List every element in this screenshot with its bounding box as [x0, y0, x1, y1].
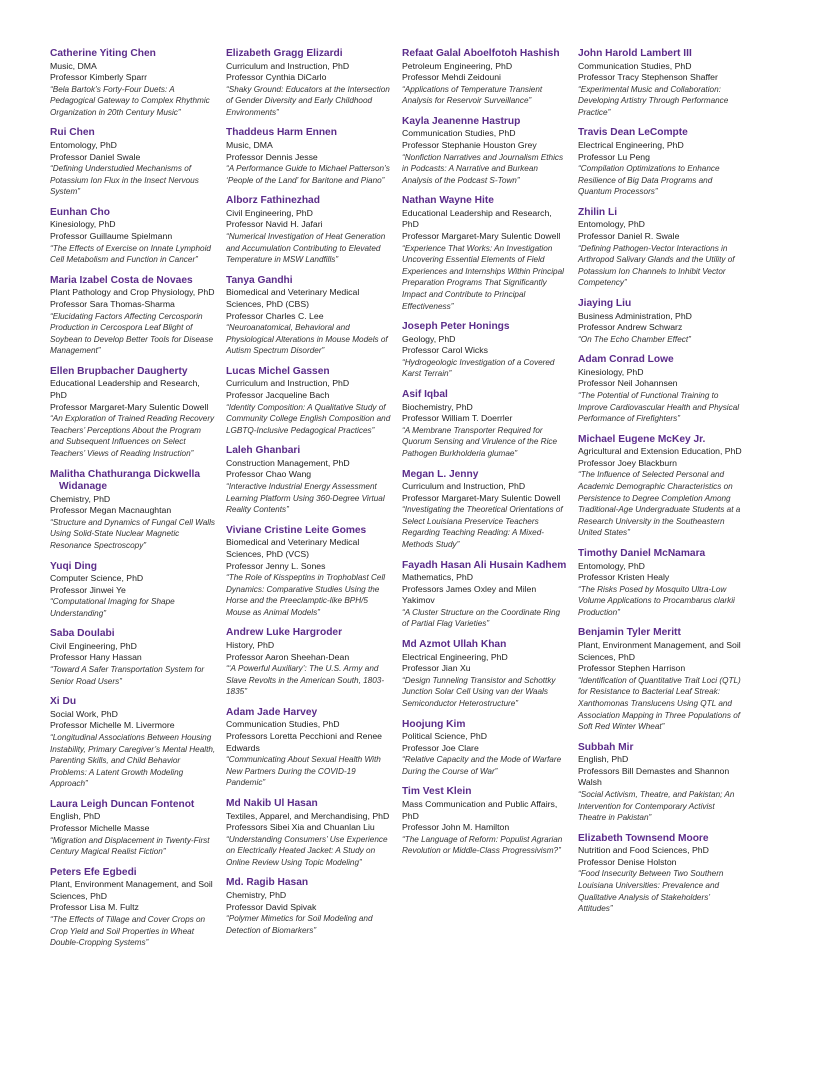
graduate-name: Timothy Daniel McNamara [578, 548, 706, 559]
dissertation-title: “Longitudinal Associations Between Housing Instability, Primary Caregiver’s Mental Health, Parenting Skills, and Child Behavior Problems: A Latent Growth Modeling Approach” [50, 732, 216, 789]
graduate-name: Peters Efe Egbedi [50, 866, 137, 878]
graduate-name: Laura Leigh Duncan Fontenot [50, 798, 195, 810]
graduate-name: Ellen Brupbacher Daugherty [50, 365, 188, 377]
advisor: Professor William T. Doerrler [402, 413, 513, 424]
advisor: Professor Michelle M. Livermore [50, 720, 175, 731]
graduate-entry [226, 366, 392, 436]
graduate-entry [50, 628, 216, 687]
advisor: Professor Lisa M. Fultz [50, 902, 139, 913]
graduate-entry [226, 445, 392, 515]
degree-program: Agricultural and Extension Education, PhD [578, 446, 742, 457]
degree-program: Geology, PhD [402, 333, 456, 344]
graduate-entry [226, 195, 392, 265]
dissertation-title: “Experimental Music and Collaboration: Developing Artistry Through Performance Practice” [578, 84, 729, 117]
graduate-name: Md Nakib Ul Hasan [226, 798, 318, 809]
advisor: Professors James Oxley and Milen Yakimov [402, 583, 537, 606]
graduate-entry [578, 207, 744, 289]
advisor: Professor Margaret-Mary Sulentic Dowell [402, 231, 561, 242]
degree-program: Communication Studies, PhD [402, 128, 516, 139]
graduate-entry [402, 639, 568, 709]
graduate-name: Andrew Luke Hargroder [226, 627, 343, 639]
advisor: Professor Margaret-Mary Sulentic Dowell [402, 492, 561, 503]
graduate-entry [402, 469, 568, 551]
graduate-name: Refaat Galal Aboelfotoh Hashish [402, 48, 560, 59]
advisor: Professor Joe Clare [402, 742, 479, 753]
degree-program: Mass Communication and Public Affairs, PhD [402, 798, 558, 821]
graduate-name: Subbah Mir [578, 741, 634, 753]
dissertation-title: “Applications of Temperature Transient Analysis for Reservoir Surveillance” [402, 84, 543, 106]
advisor: Professor Jinwei Ye [50, 584, 126, 595]
graduate-name: Elizabeth Townsend Moore [578, 832, 709, 844]
advisor: Professor Margaret-Mary Sulentic Dowell [50, 401, 209, 412]
graduate-entry [50, 207, 216, 266]
advisor: Professor Stephen Harrison [578, 663, 686, 674]
graduate-entry [226, 127, 392, 186]
advisor: Professor Mehdi Zeidouni [402, 72, 501, 83]
degree-program: English, PhD [50, 811, 101, 822]
advisor: Professor Daniel R. Swale [578, 231, 680, 242]
degree-program: Educational Leadership and Research, PhD [402, 207, 552, 230]
graduate-entry [578, 298, 744, 345]
graduate-name: Md. Ragib Hasan [226, 877, 309, 889]
degree-program: Electrical Engineering, PhD [578, 139, 684, 150]
column-2 [226, 48, 392, 945]
graduate-name: Yuqi Ding [50, 560, 97, 572]
dissertation-title: “A Cluster Structure on the Coordinate Ring of Partial Flag Varieties” [402, 607, 561, 629]
dissertation-title: “The Effects of Exercise on Innate Lymphoid Cell Metabolism and Function in Cancer” [50, 243, 211, 265]
advisor: Professor Aaron Sheehan-Dean [226, 651, 350, 662]
advisor: Professors Bill Demastes and Shannon Walsh [578, 765, 730, 788]
advisor: Professor Carol Wicks [402, 345, 488, 356]
advisor: Professor Navid H. Jafari [226, 219, 323, 230]
advisor: Professor Stephanie Houston Grey [402, 139, 537, 150]
graduate-entry [226, 877, 392, 936]
advisor: Professor David Spivak [226, 901, 317, 912]
advisor: Professor Kristen Healy [578, 572, 670, 583]
graduate-name: Alborz Fathinezhad [226, 195, 320, 207]
graduate-name: Malitha Chathuranga Dickwella Widanage [50, 468, 201, 493]
graduate-entry [50, 867, 216, 949]
degree-program: Biomedical and Veterinary Medical Sciences, PhD (VCS) [226, 537, 360, 559]
degree-program: Political Science, PhD [402, 731, 487, 742]
degree-program: Music, DMA [226, 139, 273, 150]
degree-program: Nutrition and Food Sciences, PhD [578, 845, 709, 856]
advisor: Professor Charles C. Lee [226, 310, 324, 321]
dissertation-title: “Shaky Ground: Educators at the Intersection of Gender Diversity and Early Childhood Environments” [226, 84, 390, 117]
advisor: Professors Sibei Xia and Chuanlan Liu [226, 822, 375, 833]
graduate-name: Fayadh Hasan Ali Husain Kadhem [402, 559, 567, 571]
graduate-entry [578, 742, 744, 824]
graduate-entry [50, 275, 216, 357]
degree-program: Social Work, PhD [50, 708, 118, 719]
graduate-name: Laleh Ghanbari [226, 445, 301, 457]
degree-program: Curriculum and Instruction, PhD [226, 378, 350, 389]
dissertation-title: “Relative Capacity and the Mode of Warfare During the Course of War” [402, 755, 562, 776]
advisor: Professor Hany Hassan [50, 652, 142, 663]
advisor: Professor Chao Wang [226, 469, 312, 480]
advisor: Professor Lu Peng [578, 151, 650, 162]
column-1 [50, 48, 216, 958]
dissertation-title: “Neuroanatomical, Behavioral and Physiological Alterations in Mouse Models of Autism Spectrum Disorder” [226, 323, 388, 356]
dissertation-title: “Toward A Safer Transportation System for Senior Road Users” [50, 665, 205, 686]
advisor: Professor John M. Hamilton [402, 822, 510, 833]
graduate-name: Joseph Peter Honings [402, 321, 510, 333]
graduate-name: Eunhan Cho [50, 206, 110, 218]
graduate-entry [226, 798, 392, 868]
advisor: Professor Sara Thomas-Sharma [50, 298, 175, 309]
degree-program: Plant, Environment Management, and Soil Sciences, PhD [578, 639, 741, 662]
advisor: Professor Megan Macnaughtan [50, 505, 172, 516]
graduate-entry [50, 366, 216, 460]
dissertation-title: “Defining Understudied Mechanisms of Potassium Ion Flux in the Insect Nervous System” [50, 164, 199, 197]
graduate-entry [578, 127, 744, 197]
dissertation-title: “An Exploration of Trained Reading Recovery Teachers’ Perceptions About the Program and Subsequent Influences on Select Teachers’ Views of Reading Instruction” [50, 414, 215, 458]
graduate-entry [578, 833, 744, 915]
graduate-entry [578, 48, 744, 118]
graduate-name: Asif Iqbal [402, 389, 448, 401]
graduate-name: Benjamin Tyler Meritt [578, 627, 681, 639]
degree-program: Electrical Engineering, PhD [402, 651, 508, 662]
dissertation-title: “The Language of Reform: Populist Agrarian Revolution or Middle-Class Progressivism?” [402, 834, 563, 856]
graduate-name: Adam Conrad Lowe [578, 354, 674, 366]
dissertation-title: “Elucidating Factors Affecting Cercosporin Production in Cercospora Leaf Blight of Soybean to Develop Better Tools for Disease Management” [50, 311, 214, 356]
degree-program: Chemistry, PhD [226, 889, 287, 900]
dissertation-title: “Understanding Consumers’ Use Experience on Electrically Heated Jacket: A Study on Online Review Using Topic Modeling” [226, 834, 388, 867]
graduate-entry [402, 786, 568, 856]
dissertation-title: “The Potential of Functional Training to Improve Cardiovascular Health and Physical Performance of Firefighters” [578, 390, 740, 424]
dissertation-title: “Interactive Industrial Energy Assessment Learning Platform Using 360-Degree Virtual Reality Contents” [226, 482, 385, 515]
graduate-name: Michael Eugene McKey Jr. [578, 433, 706, 445]
graduate-entry [402, 116, 568, 186]
degree-program: Music, DMA [50, 60, 97, 71]
degree-program: Mathematics, PhD [402, 572, 473, 583]
graduate-name: Elizabeth Gragg Elizardi [226, 48, 343, 59]
graduate-name: Rui Chen [50, 127, 95, 139]
degree-program: Kinesiology, PhD [578, 366, 644, 377]
graduate-entry [578, 548, 744, 618]
dissertation-title: “Bela Bartok’s Forty-Four Duets: A Pedagogical Gateway to Complex Rhythmic Organization in 20th Century Music” [50, 84, 210, 117]
graduate-name: Saba Doulabi [50, 628, 115, 640]
degree-program: Curriculum and Instruction, PhD [402, 481, 526, 492]
graduate-entry [402, 321, 568, 380]
degree-program: Biochemistry, PhD [402, 401, 473, 412]
degree-program: Computer Science, PhD [50, 573, 144, 583]
dissertation-title: “Numerical Investigation of Heat Generation and Accumulation Contributing to Elevated Temperature in MSW Landfills” [226, 232, 386, 265]
graduate-name: Lucas Michel Gassen [226, 365, 330, 377]
degree-program: Business Administration, PhD [578, 310, 692, 321]
advisor: Professor Daniel Swale [50, 151, 141, 162]
advisor: Professor Michelle Masse [50, 823, 150, 833]
advisor: Professor Joey Blackburn [578, 457, 677, 468]
advisor: Professor Neil Johannsen [578, 378, 678, 389]
graduate-name: Catherine Yiting Chen [50, 48, 156, 59]
graduate-entry [578, 354, 744, 424]
dissertation-title: “Defining Pathogen-Vector Interactions in Arthropod Salivary Glands and the Utility of Potassium Ion Channels to Inhibit Vector Competency” [578, 243, 735, 288]
advisor: Professor Andrew Schwarz [578, 322, 683, 333]
graduate-entry [50, 696, 216, 790]
graduate-name: Kayla Jeanenne Hastrup [402, 115, 521, 127]
dissertation-title: “Identification of Quantitative Trait Loci (QTL) for Resistance to Bacterial Leaf Streak: Xanthomonas Translucens Using QTL and Association Mapping in Three Populations of Soft Red Winter Wheat” [578, 675, 741, 732]
advisor: Professors Loretta Pecchioni and Renee Edwards [226, 731, 382, 753]
dissertation-title: “A Performance Guide to Michael Patterson’s ‘People of the Land’ for Baritone and Piano” [226, 164, 390, 185]
degree-program: Curriculum and Instruction, PhD [226, 60, 350, 71]
graduate-entry [226, 627, 392, 697]
graduate-entry [50, 561, 216, 620]
degree-program: Communication Studies, PhD [578, 60, 692, 71]
graduate-name: Xi Du [50, 696, 77, 708]
dissertation-title: “Identity Composition: A Qualitative Study of Community College English Composition and LGBTQ-Inclusive Pedagogical Practices” [226, 402, 391, 435]
graduate-entry [226, 525, 392, 619]
dissertation-title: “Computational Imaging for Shape Understanding” [50, 597, 175, 618]
graduate-entry [50, 469, 216, 552]
graduate-entry [226, 275, 392, 357]
degree-program: Civil Engineering, PhD [50, 640, 137, 651]
column-4 [578, 48, 744, 924]
column-3 [402, 48, 568, 866]
graduate-name: Md Azmot Ullah Khan [402, 639, 507, 651]
dissertation-title: “The Risks Posed by Mosquito Ultra-Low Volume Applications to Procambarus clarkii Production” [578, 584, 735, 617]
graduate-name: Jiaying Liu [578, 298, 632, 309]
graduate-name: Tanya Gandhi [226, 274, 293, 286]
degree-program: Biomedical and Veterinary Medical Sciences, PhD (CBS) [226, 287, 360, 309]
degree-program: Plant, Environment Management, and Soil Sciences, PhD [50, 879, 213, 901]
graduate-entry [402, 719, 568, 778]
graduate-name: Viviane Cristine Leite Gomes [226, 524, 367, 536]
degree-program: Entomology, PhD [50, 139, 117, 150]
degree-program: Chemistry, PhD [50, 493, 111, 504]
graduate-entry [402, 560, 568, 630]
dissertation-title: “Social Activism, Theatre, and Pakistan; An Intervention for Contemporary Activist Theatre in Pakistan” [578, 790, 735, 823]
graduate-name: Thaddeus Harm Ennen [226, 127, 337, 139]
dissertation-title: “Nonfiction Narratives and Journalism Ethics in Podcasts: A Narrative and Burkean Analysis of the Podcast S-Town” [402, 152, 564, 185]
degree-program: Entomology, PhD [578, 219, 645, 230]
dissertation-title: “Experience That Works: An Investigation Uncovering Essential Elements of Field Experiences and Internships Within Principal Preparation Programs That Significantly Impact and Contribute to Principal Effectiveness” [402, 243, 564, 311]
dissertation-title: “Hydrogeologic Investigation of a Covered Karst Terrain” [402, 357, 555, 379]
graduate-entry [50, 127, 216, 197]
graduate-name: Tim Vest Klein [402, 786, 472, 798]
degree-program: Petroleum Engineering, PhD [402, 60, 513, 71]
dissertation-title: “The Effects of Tillage and Cover Crops on Crop Yield and Soil Properties in Wheat Double-Cropping Systems” [50, 915, 206, 948]
degree-program: Textiles, Apparel, and Merchandising, PhD [226, 810, 390, 821]
graduate-entry [226, 48, 392, 118]
advisor: Professor Denise Holston [578, 856, 677, 867]
dissertation-title: “A Membrane Transporter Required for Quorum Sensing and Virulence of the Rice Pathogen Burkholderia glumae” [402, 425, 558, 458]
dissertation-title: “Migration and Displacement in Twenty-First Century Magical Realist Fiction” [50, 835, 210, 857]
degree-program: English, PhD [578, 754, 629, 765]
graduate-entry [402, 48, 568, 107]
dissertation-title: “Compilation Optimizations to Enhance Resilience of Big Data Programs and Quantum Processors” [578, 164, 720, 197]
graduate-entry [402, 195, 568, 312]
graduate-entry [50, 48, 216, 118]
dissertation-title: “‘A Powerful Auxiliary’: The U.S. Army and Slave Revolts in the American South, 1803-1835” [226, 664, 385, 697]
degree-program: Communication Studies, PhD [226, 719, 340, 730]
dissertation-title: “The Role of Kisspeptins in Trophoblast Cell Dynamics: Comparative Studies Using the Horse and the Preeclamptic-like BPH/5 Mouse as Animal Models” [226, 573, 386, 617]
graduate-entry [402, 389, 568, 459]
degree-program: Entomology, PhD [578, 560, 645, 571]
dissertation-title: “Communicating About Sexual Health With New Partners During the COVID-19 Pandemic” [226, 755, 381, 788]
dissertation-title: “Design Tunneling Transistor and Schottky Junction Solar Cell Using van der Waals Semiconductor Heterostructure” [402, 675, 556, 708]
advisor: Professor Kimberly Sparr [50, 72, 148, 83]
graduate-name: Maria Izabel Costa de Novaes [50, 274, 193, 286]
advisor: Professor Jacqueline Bach [226, 389, 330, 400]
graduate-name: Travis Dean LeCompte [578, 127, 688, 139]
dissertation-title: “On The Echo Chamber Effect” [578, 334, 691, 344]
dissertation-title: “Polymer Mimetics for Soil Modeling and Detection of Biomarkers” [226, 914, 373, 935]
advisor: Professor Dennis Jesse [226, 151, 318, 162]
graduate-entry [578, 627, 744, 732]
dissertation-title: “Food Insecurity Between Two Southern Louisiana Universities: Prevalence and Qualitative Analysis of Stakeholders’ Attitudes” [578, 869, 724, 914]
advisor: Professor Tracy Stephenson Shaffer [578, 72, 718, 83]
graduate-name: Megan L. Jenny [402, 468, 479, 480]
graduate-entry [226, 707, 392, 789]
dissertation-title: “Investigating the Theoretical Orientations of Select Louisiana Preservice Teachers Regarding Teaching Reading: A Mixed-Methods Study” [402, 505, 563, 549]
graduate-name: Zhilin Li [578, 206, 618, 218]
degree-program: Educational Leadership and Research, PhD [50, 378, 200, 400]
advisor: Professor Jian Xu [402, 663, 471, 674]
degree-program: Plant Pathology and Crop Physiology, PhD [50, 287, 215, 298]
advisor: Professor Jenny L. Sones [226, 560, 326, 571]
degree-program: Civil Engineering, PhD [226, 207, 313, 218]
advisor: Professor Guillaume Spielmann [50, 231, 173, 242]
degree-program: History, PhD [226, 639, 275, 650]
degree-program: Kinesiology, PhD [50, 219, 116, 230]
graduate-entry [578, 434, 744, 539]
graduate-name: Adam Jade Harvey [226, 706, 318, 718]
dissertation-title: “The Influence of Selected Personal and Academic Demographic Characteristics on Persistence to Degree Completion Among Traditional-Age Undergraduate Students at a Research University in the Southeastern United States” [578, 470, 741, 538]
dissertation-title: “Structure and Dynamics of Fungal Cell Walls Using Solid-State Nuclear Magnetic Resonance Spectroscopy” [50, 517, 216, 550]
advisor: Professor Cynthia DiCarlo [226, 72, 327, 83]
graduate-entry [50, 799, 216, 858]
graduate-name: Nathan Wayne Hite [402, 195, 494, 207]
graduate-name: John Harold Lambert III [578, 48, 692, 59]
degree-program: Construction Management, PhD [226, 457, 350, 468]
graduate-name: Hoojung Kim [402, 718, 466, 730]
